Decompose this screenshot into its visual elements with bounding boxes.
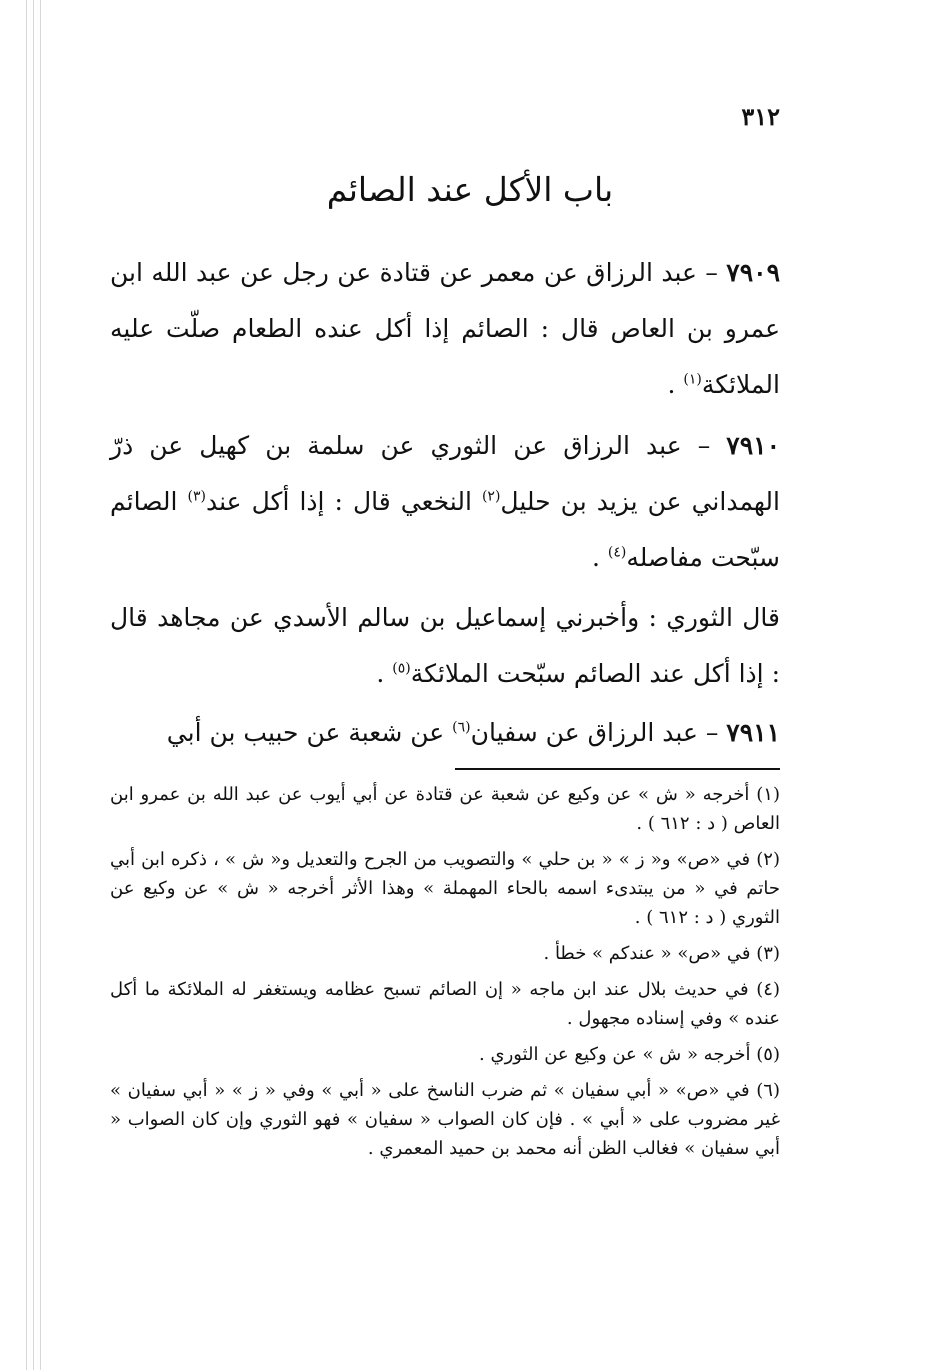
scan-edge-line [40,0,41,1370]
footnote-text: في حديث بلال عند ابن ماجه « إن الصائم تسبح عظامه ويستغفر له الملائكة ما أكل عنده » وفي إسناده مجهول . [110,979,780,1029]
entry-text: . [376,659,385,688]
entry-dash: – [697,431,711,460]
entry-text: عبد الرزاق عن معمر عن قتادة عن رجل عن عبد الله ابن عمرو بن العاص قال : الصائم إذا أكل عنده الطعام صلّت عليه الملائكة [110,258,780,399]
entry-text: . [667,370,676,399]
scan-edge-line [26,0,27,1370]
athar-mujahid [110,590,780,702]
footnote-4 [110,975,780,1033]
footnote-ref: (١) [683,371,702,388]
hadith-entry-7911 [110,705,780,761]
entry-text: . [591,543,600,572]
scan-edge-line [33,0,34,1370]
footnote-text: في «ص» و« ز » « بن حلي » والتصويب من الجرح والتعديل و« ش » ، ذكره ابن أبي حاتم في « من يبتدىء اسمه بالحاء المهملة » وهذا الأثر أخرجه « ش » عن وكيع عن الثوري ( د : ٦١٢ ) . [110,849,780,928]
footnote-text: أخرجه « ش » عن وكيع عن شعبة عن قتادة عن أبي أيوب عن عبد الله بن عمرو ابن العاص ( د : ٦١٢ ) . [110,784,780,834]
entry-number: ٧٩١٠ [726,431,781,460]
chapter-title: باب الأكل عند الصائم [326,170,614,209]
footnote-marker: (٤) [756,979,780,1000]
footnote-ref: (٤) [607,544,627,561]
footnote-marker: (٦) [756,1080,780,1101]
entry-text: النخعي قال : إذا أكل عند [205,487,472,516]
footnote-text: في «ص» « أبي سفيان » ثم ضرب الناسخ على « أبي » وفي « ز » « أبي سفيان » غير مضروب على « أبي » . فإن كان الصواب « سفيان » فهو الثوري وإن كان الصواب « أبي سفيان » فغالب الظن أنه محمد بن حميد المعمري . [110,1080,780,1159]
footnote-6 [110,1076,780,1163]
footnote-text: أخرجه « ش » عن وكيع عن الثوري . [479,1044,751,1065]
footnotes-section [110,780,780,1170]
entry-number: ٧٩١١ [726,718,780,747]
footnote-marker: (٢) [756,849,780,870]
footnote-3 [110,939,780,968]
footnote-ref: (٦) [452,719,471,736]
entry-text: قال الثوري : وأخبرني إسماعيل بن سالم الأسدي عن مجاهد قال : إذا أكل عند الصائم سبّحت الملائكة [110,603,780,688]
footnote-separator [455,768,780,770]
entry-dash: – [705,718,719,747]
footnote-1 [110,780,780,838]
page-number: ٣١٢ [741,102,780,131]
footnote-marker: (١) [756,784,780,805]
entry-text: عبد الرزاق عن سفيان [470,718,698,747]
entry-number: ٧٩٠٩ [726,258,781,287]
entry-dash: – [705,258,718,287]
entry-text: الصائم سبّحت مفاصله [110,487,780,572]
entry-text: عبد الرزاق عن الثوري عن سلمة بن كهيل عن ذرّ الهمداني عن يزيد بن حليل [110,431,780,516]
footnote-ref: (٣) [187,488,206,505]
hadith-entry-7910 [110,418,780,586]
entry-text: عن شعبة عن حبيب بن أبي [166,718,445,747]
footnote-ref: (٢) [481,488,501,505]
footnote-5 [110,1040,780,1069]
footnote-ref: (٥) [392,660,411,677]
hadith-entry-7909 [110,245,780,413]
footnote-2 [110,845,780,932]
footnote-text: في «ص» « عندكم » خطأ . [543,943,751,964]
footnote-marker: (٥) [756,1044,780,1065]
footnote-marker: (٣) [756,943,780,964]
